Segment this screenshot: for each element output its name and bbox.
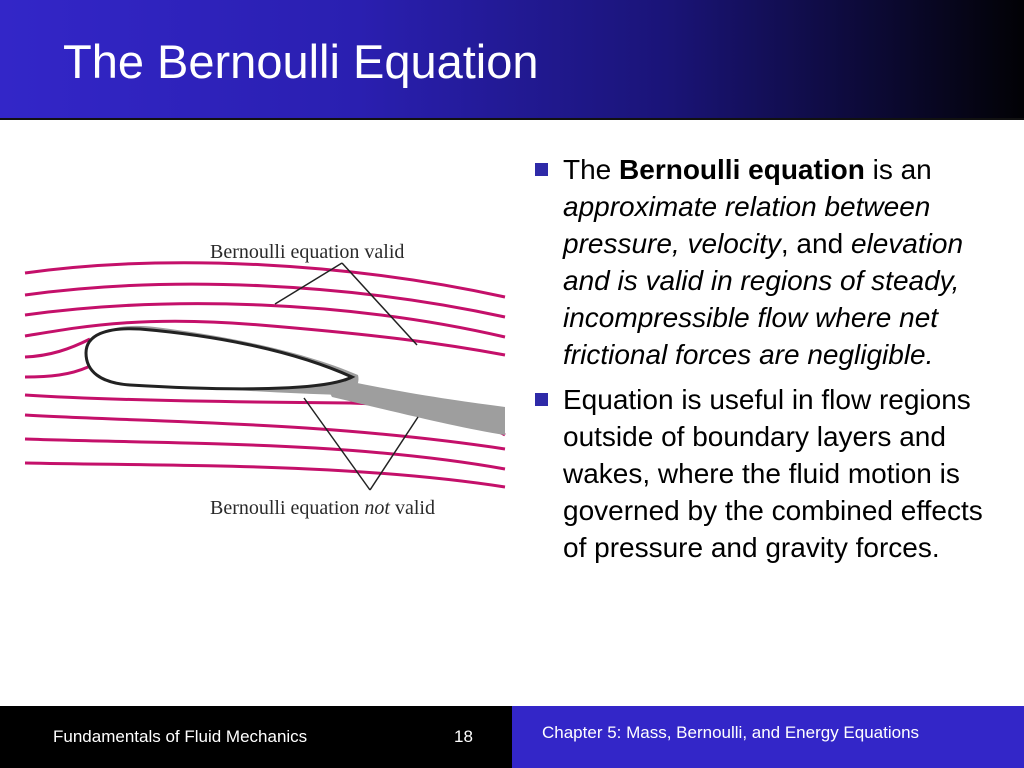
bullet-text: , and <box>780 228 851 259</box>
label-not-valid-italic: not <box>364 497 390 519</box>
streamline <box>25 284 505 317</box>
bullet-item <box>532 151 1002 373</box>
bullet-text: Equation is useful in flow regions outside of boundary layers and wakes, where the fluid motion is governed by the combined effects of pressure and gravity forces. <box>563 384 983 563</box>
bullet-list <box>532 151 1002 574</box>
bullet-bold-term: Bernoulli equation <box>619 154 865 185</box>
page-number: 18 <box>454 727 473 746</box>
label-not-valid-prefix: Bernoulli equation <box>210 497 365 519</box>
streamline <box>25 367 88 377</box>
bullet-text: The <box>563 154 620 185</box>
pointer-line <box>304 398 370 490</box>
bullet-italic-text: elevation and is valid in regions of steady, incompressible flow where net frictional forces are negligible. <box>563 228 964 370</box>
streamline <box>25 339 90 357</box>
label-valid: Bernoulli equation valid <box>210 241 405 263</box>
title-bar <box>0 0 1024 120</box>
slide-title: The Bernoulli Equation <box>63 35 539 88</box>
footer-chapter: Chapter 5: Mass, Bernoulli, and Energy Equations <box>542 723 920 742</box>
square-bullet-icon <box>535 393 548 406</box>
streamline <box>25 463 505 487</box>
bullet-italic-text: approximate relation between pressure, velocity <box>563 191 931 259</box>
streamline <box>25 304 505 337</box>
footer-course: Fundamentals of Fluid Mechanics <box>53 727 308 746</box>
bullet-text: is an <box>864 154 932 185</box>
bullet-item <box>532 381 1002 566</box>
label-not-valid <box>210 497 435 519</box>
label-not-valid-suffix: valid <box>389 497 435 519</box>
streamline <box>25 263 505 297</box>
footer-left <box>0 706 512 768</box>
footer-right <box>512 706 1024 768</box>
airfoil-figure <box>20 225 510 525</box>
square-bullet-icon <box>535 163 548 176</box>
airfoil-diagram <box>20 225 510 525</box>
